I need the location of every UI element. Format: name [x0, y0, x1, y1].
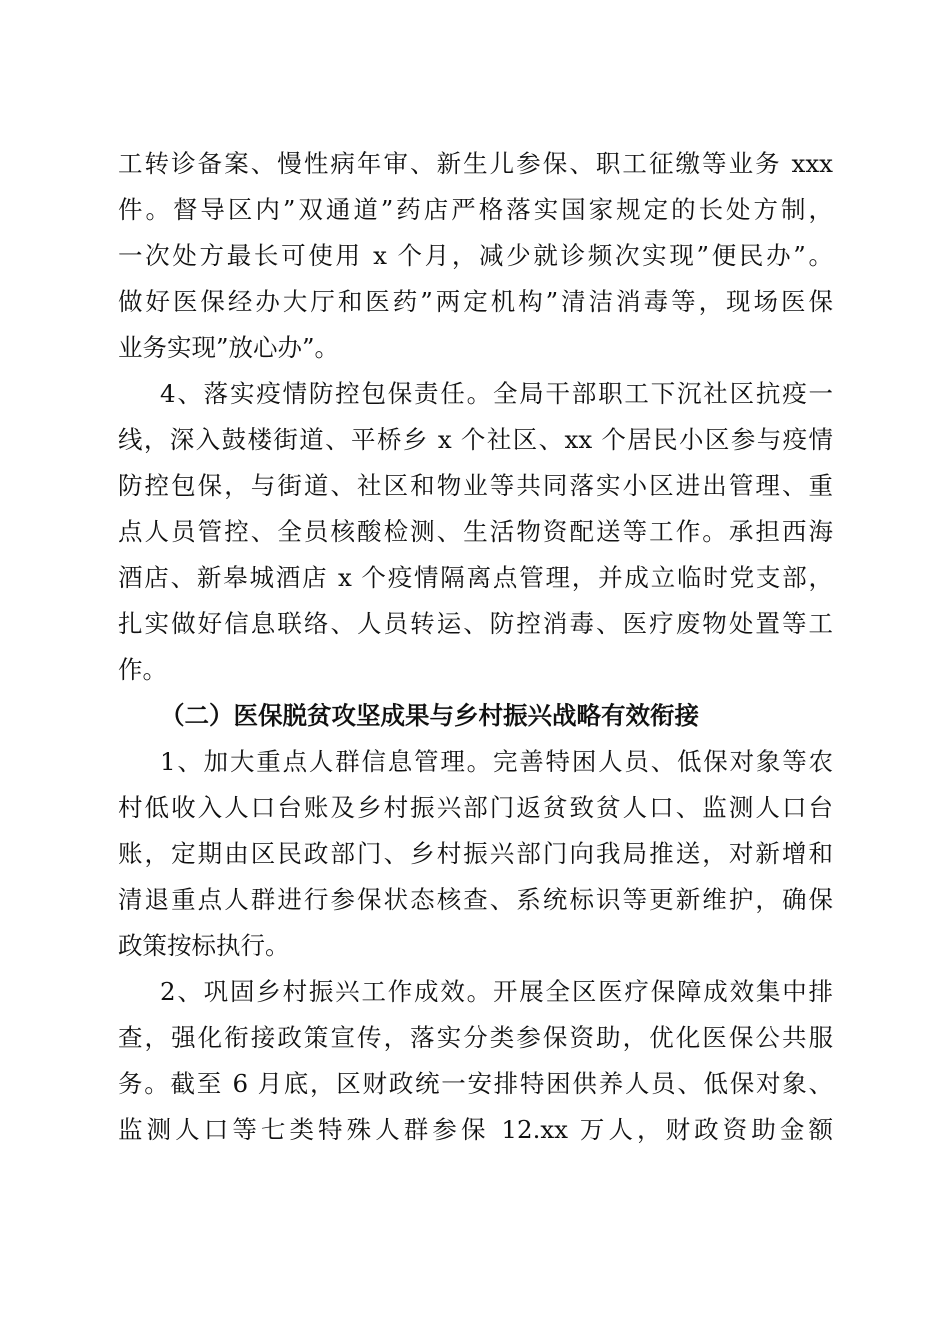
paragraph-2-line-2: 线，深入鼓楼街道、平桥乡 x 个社区、xx 个居民小区参与疫情	[118, 425, 833, 454]
paragraph-1-line-1: 工转诊备案、慢性病年审、新生儿参保、职工征缴等业务 xxx	[118, 149, 833, 178]
paragraph-3-line-4: 清退重点人群进行参保状态核查、系统标识等更新维护，确保	[118, 885, 833, 914]
paragraph-3-line-1: 1、加大重点人群信息管理。完善特困人员、低保对象等农	[160, 747, 833, 776]
paragraph-2-line-7: 作。	[118, 655, 167, 684]
paragraph-1-line-4: 做好医保经办大厅和医药”两定机构”清洁消毒等，现场医保	[118, 287, 833, 316]
paragraph-2-line-3: 防控包保，与街道、社区和物业等共同落实小区进出管理、重	[118, 471, 833, 500]
paragraph-4-line-1: 2、巩固乡村振兴工作成效。开展全区医疗保障成效集中排	[160, 977, 833, 1006]
paragraph-4-line-4: 监测人口等七类特殊人群参保 12.xx 万人，财政资助金额	[118, 1115, 833, 1144]
paragraph-2-line-4: 点人员管控、全员核酸检测、生活物资配送等工作。承担西海	[118, 517, 833, 546]
paragraph-3-line-2: 村低收入人口台账及乡村振兴部门返贫致贫人口、监测人口台	[118, 793, 833, 822]
paragraph-3-line-3: 账，定期由区民政部门、乡村振兴部门向我局推送，对新增和	[118, 839, 833, 868]
paragraph-2-line-1: 4、落实疫情防控包保责任。全局干部职工下沉社区抗疫一	[160, 379, 833, 408]
section-heading: （二）医保脱贫攻坚成果与乡村振兴战略有效衔接	[160, 701, 699, 730]
paragraph-1-line-5: 业务实现”放心办”。	[118, 333, 340, 362]
paragraph-2-line-5: 酒店、新皋城酒店 x 个疫情隔离点管理，并成立临时党支部，	[118, 563, 833, 592]
paragraph-3-line-5: 政策按标执行。	[118, 931, 290, 960]
paragraph-4-line-3: 务。截至 6 月底，区财政统一安排特困供养人员、低保对象、	[118, 1069, 833, 1098]
paragraph-1-line-3: 一次处方最长可使用 x 个月，减少就诊频次实现”便民办”。	[118, 241, 833, 270]
paragraph-4-line-2: 查，强化衔接政策宣传，落实分类参保资助，优化医保公共服	[118, 1023, 833, 1052]
paragraph-2-line-6: 扎实做好信息联络、人员转运、防控消毒、医疗废物处置等工	[118, 609, 833, 638]
paragraph-1-line-2: 件。督导区内”双通道”药店严格落实国家规定的长处方制，	[118, 195, 833, 224]
